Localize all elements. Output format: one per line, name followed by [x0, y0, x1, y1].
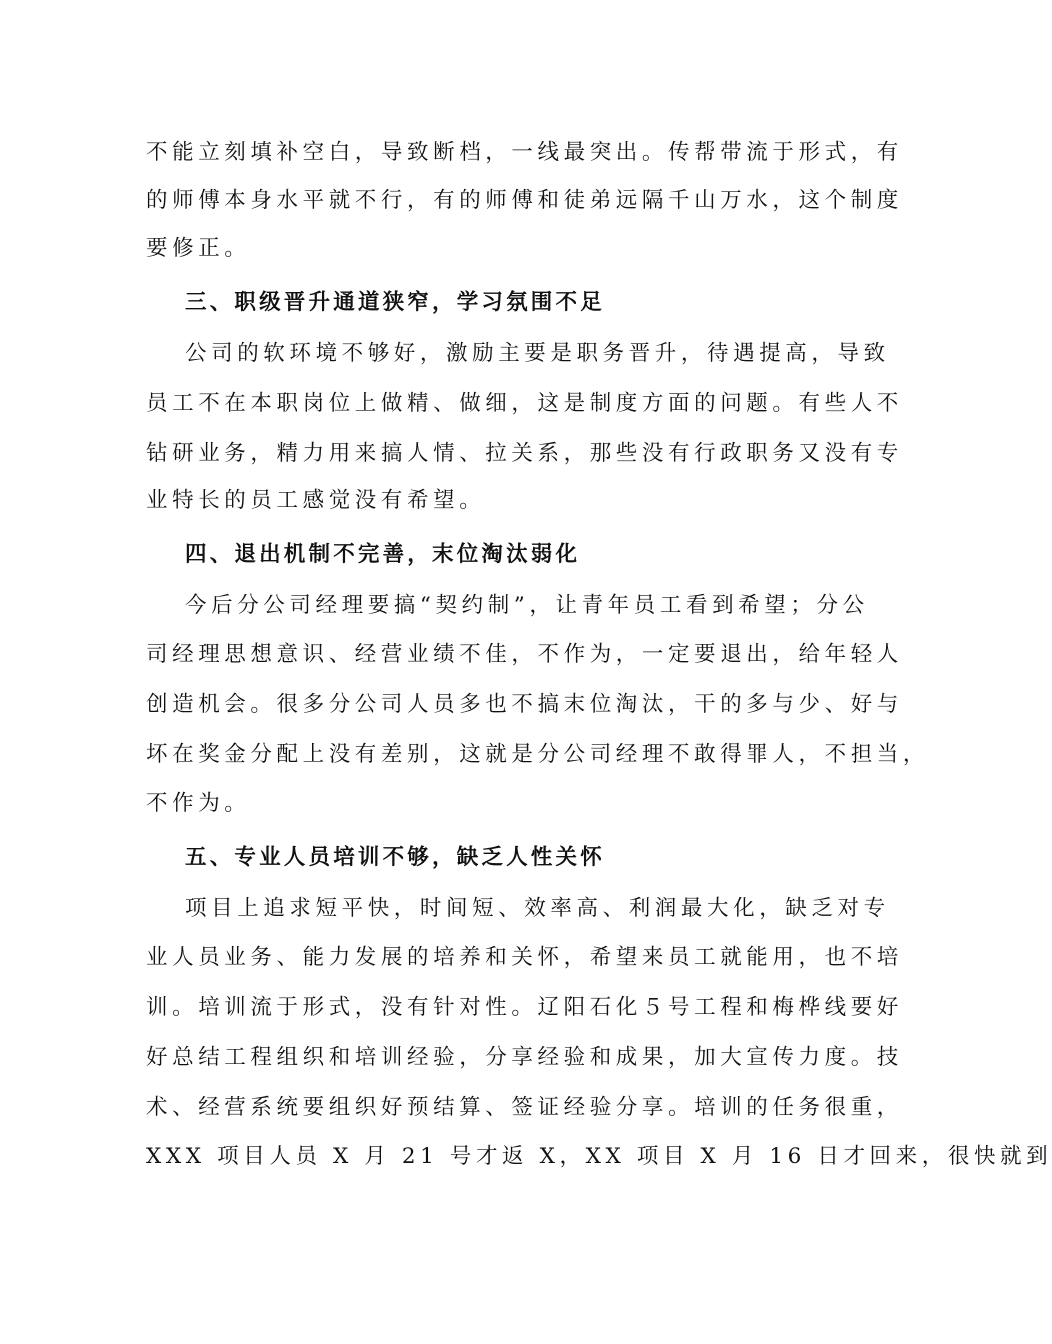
paragraph-line: 不能立刻填补空白，导致断档，一线最突出。传帮带流于形式，有 [146, 140, 903, 165]
paragraph-line: XXX 项目人员 X 月 21 号才返 X，XX 项目 X 月 16 日才回来，很快就到 [146, 1144, 1052, 1169]
paragraph-line: 钻研业务，精力用来搞人情、拉关系，那些没有行政职务又没有专 [146, 441, 903, 466]
paragraph-line: 项目上追求短平快，时间短、效率高、利润最大化，缺乏对专 [185, 896, 890, 921]
paragraph-line: 要修正。 [146, 236, 251, 261]
paragraph-line: 创造机会。很多分公司人员多也不搞末位淘汰，干的多与少、好与 [146, 692, 903, 717]
paragraph-line: 今后分公司经理要搞“契约制”，让青年员工看到希望；分公 [185, 593, 869, 618]
paragraph-line: 业特长的员工感觉没有希望。 [146, 488, 486, 513]
paragraph-line: 不作为。 [146, 791, 251, 816]
paragraph-line: 的师傅本身水平就不行，有的师傅和徒弟远隔千山万水，这个制度 [146, 188, 903, 213]
section-heading: 三、职级晋升通道狭窄，学习氛围不足 [185, 290, 605, 315]
paragraph-line: 训。培训流于形式，没有针对性。辽阳石化５号工程和梅桦线要好 [146, 995, 903, 1020]
paragraph-line: 员工不在本职岗位上做精、做细，这是制度方面的问题。有些人不 [146, 391, 903, 416]
paragraph-line: 司经理思想意识、经营业绩不佳，不作为，一定要退出，给年轻人 [146, 642, 903, 667]
section-heading: 五、专业人员培训不够，缺乏人性关怀 [185, 845, 605, 870]
paragraph-line: 公司的软环境不够好，激励主要是职务晋升，待遇提高，导致 [185, 341, 890, 366]
paragraph-line: 术、经营系统要组织好预结算、签证经验分享。培训的任务很重， [146, 1095, 903, 1120]
section-heading: 四、退出机制不完善，末位淘汰弱化 [185, 542, 581, 567]
paragraph-line: 业人员业务、能力发展的培养和关怀，希望来员工就能用，也不培 [146, 945, 903, 970]
paragraph-line: 好总结工程组织和培训经验，分享经验和成果，加大宣传力度。技 [146, 1045, 903, 1070]
paragraph-line: 坏在奖金分配上没有差别，这就是分公司经理不敢得罪人，不担当， [146, 742, 930, 767]
